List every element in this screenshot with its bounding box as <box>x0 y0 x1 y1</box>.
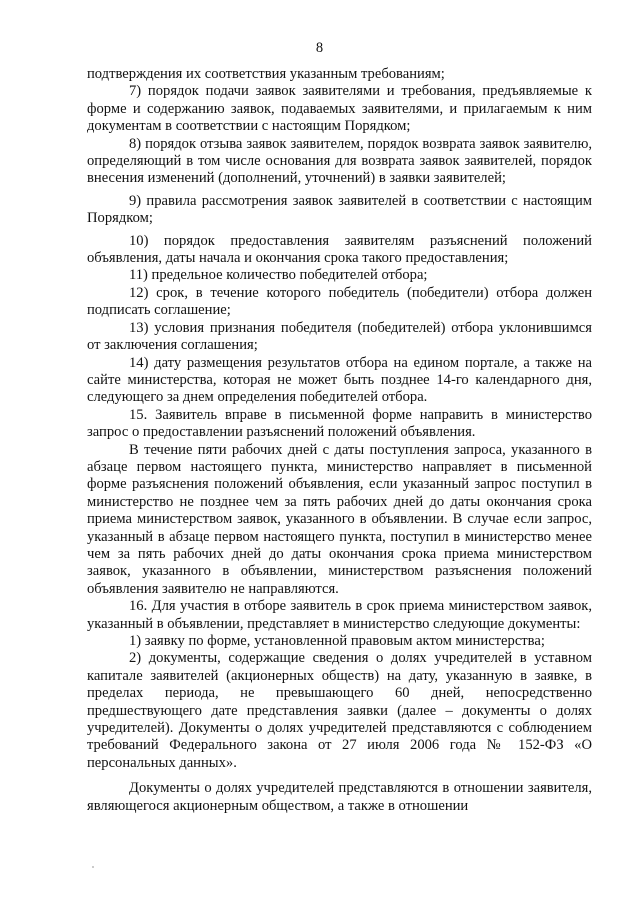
list-item-13: 13) условия признания победителя (победителей) отбора уклонившимся от заключения соглашения; <box>87 319 592 354</box>
page-number: 8 <box>315 40 324 56</box>
paragraph-continuation: подтверждения их соответствия указанным требованиям; <box>87 66 445 82</box>
list-item-9: 9) правила рассмотрения заявок заявителей в соответствии с настоящим Порядком; <box>87 192 592 227</box>
list-item-14: 14) дату размещения результатов отбора на едином портале, а также на сайте министерства, которая не может быть позднее 14-го календарного дня, следующего за днем определения победителей отбора. <box>87 354 592 406</box>
list-item-11: 11) предельное количество победителей отбора; <box>129 267 428 284</box>
paragraph-founders-shares: Документы о долях учредителей представляются в отношении заявителя, являющегося акционерным обществом, а также в отношении <box>87 780 592 814</box>
scan-artifact-dot <box>92 866 94 868</box>
clause-15: 15. Заявитель вправе в письменной форме направить в министерство запрос о предоставлении разъяснений положений объявления. <box>87 406 592 441</box>
list-item-8: 8) порядок отзыва заявок заявителем, порядок возврата заявок заявителю, определяющий в том числе основания для возврата заявок заявителей, порядок внесения изменений (дополнений, уточнений) в заявки заявителей; <box>87 135 592 187</box>
document-body <box>87 66 592 815</box>
list-item-7: 7) порядок подачи заявок заявителями и требования, предъявляемые к форме и содержанию заявок, подаваемых заявителями, и прилагаемым к ним документам в соответствии с настоящим Порядком; <box>87 83 592 135</box>
list-item-10: 10) порядок предоставления заявителям разъяснений положений объявления, даты начала и окончания срока такого предоставления; <box>87 232 592 267</box>
list-item-12: 12) срок, в течение которого победитель (победители) отбора должен подписать соглашение; <box>87 284 592 319</box>
document-item-2: 2) документы, содержащие сведения о долях учредителей в уставном капитале заявителей (акционерных обществ) на дату, указанную в заявке, в пределах периода, не превышающего 60 дней, непосредственно предшествующего дате представления заявки (далее – документы о долях учредителей). Документы о долях учредителей представляются с соблюдением требований Федерального закона от 27 июля 2006 года № 152-ФЗ «О персональных данных». <box>87 650 592 771</box>
document-item-1: 1) заявку по форме, установленной правовым актом министерства; <box>129 633 545 649</box>
clause-15-paragraph: В течение пяти рабочих дней с даты поступления запроса, указанного в абзаце первом настоящего пункта, министерство направляет в письменной форме разъяснения положений объявления, если указанный запрос поступил в министерство не позднее чем за пять рабочих дней до даты окончания срока приема министерством заявок, указанного в объявлении. В случае если запрос, указанный в абзаце первом настоящего пункта, поступил в министерство менее чем за пять рабочих дней до даты окончания срока приема министерством заявок, указанного в объявлении, министерством разъяснения положений объявления заявителю не направляются. <box>87 441 592 597</box>
clause-16: 16. Для участия в отборе заявитель в срок приема министерством заявок, указанный в объявлении, представляет в министерство следующие документы: <box>87 598 592 632</box>
